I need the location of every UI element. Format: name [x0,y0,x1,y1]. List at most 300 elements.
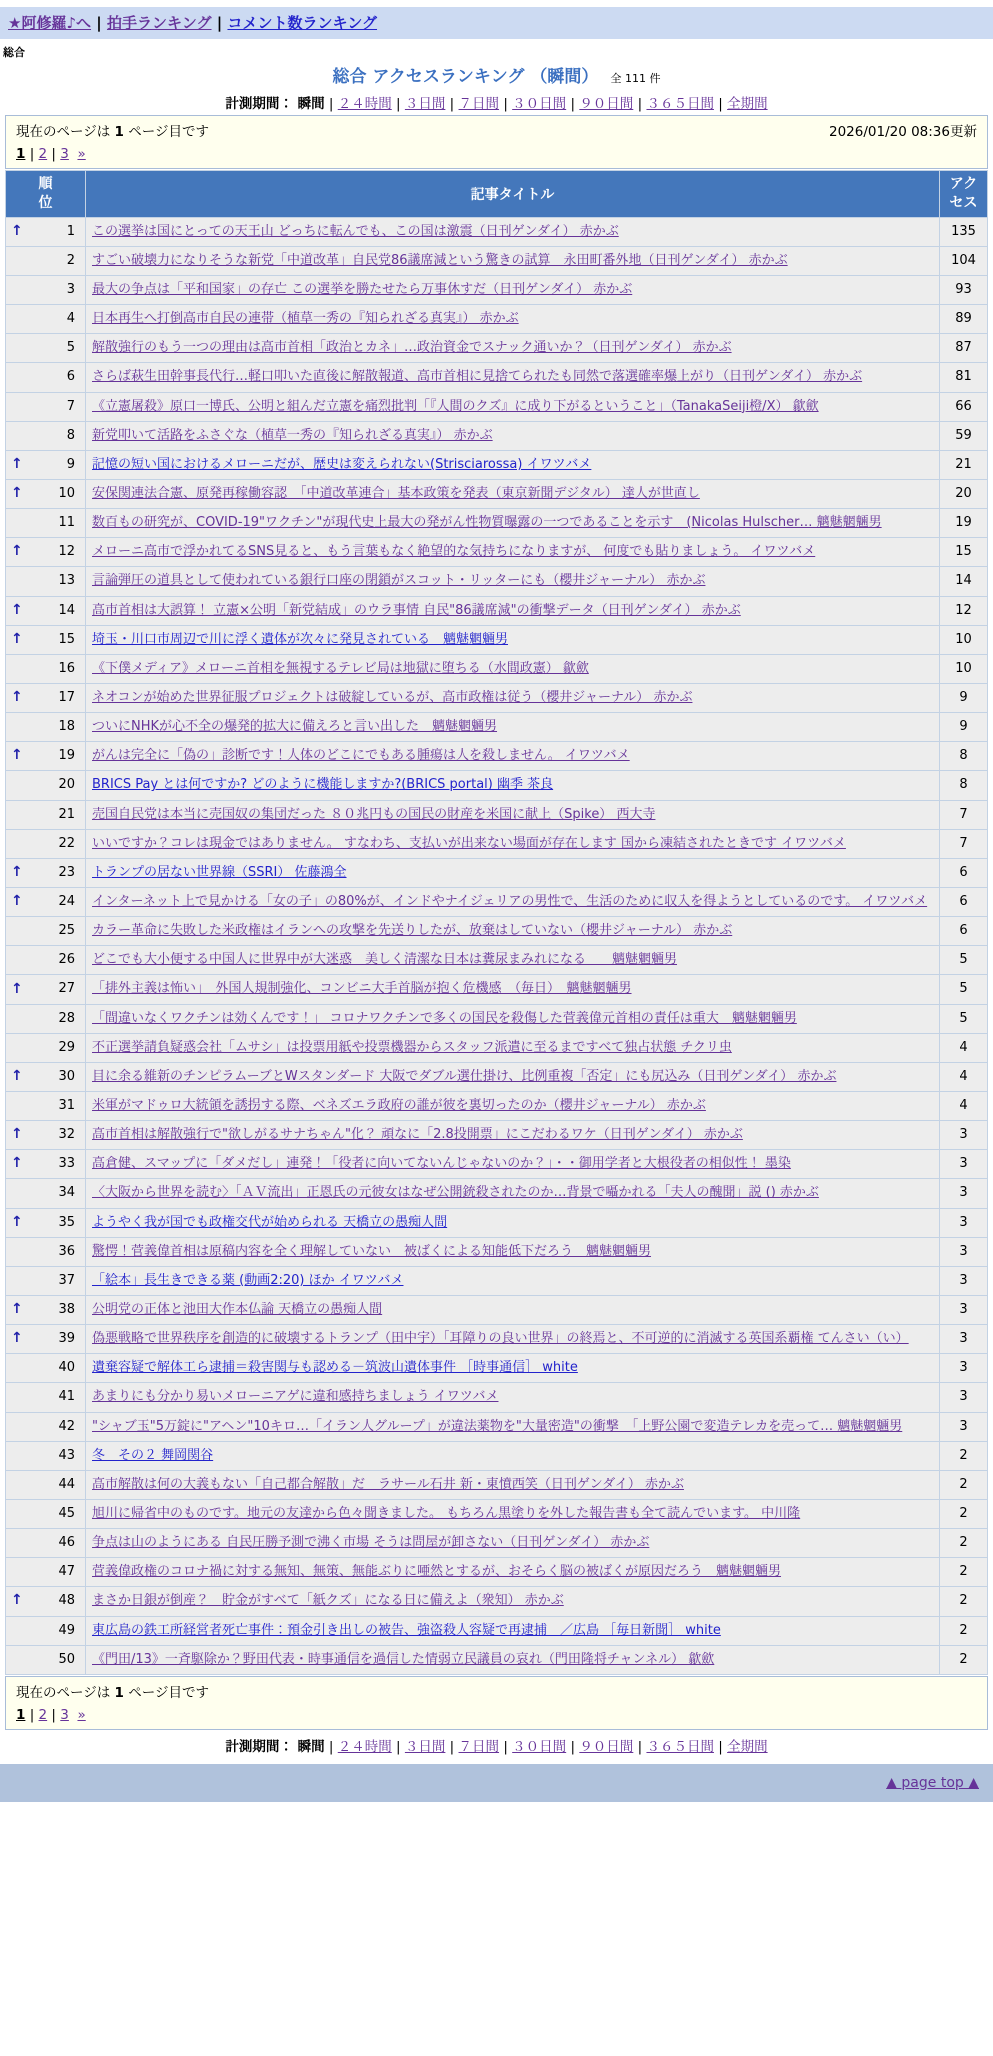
title-cell [86,450,940,479]
period-link[interactable]: ２４時間 [337,96,392,112]
table-row [6,1325,988,1354]
rank-cell [6,1354,86,1383]
table-row [6,1033,988,1062]
article-link[interactable]: "シャブ玉"5万錠に"アヘン"10キロ…「イラン人グループ」が違法薬物を"大量密造"の衝撃 「上野公園で変造テレカを売って… 魑魅魍魎男 [92,1418,903,1434]
rank-up-icon: ↑ [11,223,23,239]
article-link[interactable]: 最大の争点は「平和国家」の存亡 この選挙を勝たせたら万事休すだ（日刊ゲンダイ） 赤かぶ [92,282,633,298]
rank-up-icon: ↑ [11,864,23,881]
title-cell [86,217,940,246]
article-link[interactable]: インターネット上で見かける「女の子」の80%が、インドやナイジェリアの男性で、生活のために収入を得ようとしているのです。 イワツバメ [92,894,928,910]
access-count: 3 [940,1412,988,1441]
table-row [6,480,988,509]
article-link[interactable]: 「絵本」長生きできる薬 (動画2:20) ほか イワツバメ [92,1272,404,1288]
access-count: 3 [940,1237,988,1266]
rank-number: 39 [58,1331,75,1347]
separator: | [47,146,61,162]
article-link[interactable]: さらば萩生田幹事長代行…軽口叩いた直後に解散報道、高市首相に見捨てられたも同然で落選確率爆上がり（日刊ゲンダイ） 赤かぶ [92,369,863,385]
article-link[interactable]: 目に余る維新のチンピラムーブとWスタンダード 大阪でダブル選仕掛け、比例重複「否定」にも尻込み（日刊ゲンダイ） 赤かぶ [92,1068,837,1084]
rank-cell [6,1121,86,1150]
table-row [6,684,988,713]
article-link[interactable]: 〈大阪から世界を読む〉「ＡＶ流出」正恩氏の元彼女はなぜ公開銃殺されたのか…背景で囁かれる「夫人の醜聞」説 () 赤かぶ [92,1185,819,1201]
table-row [6,1295,988,1324]
rank-number: 28 [58,1010,75,1026]
article-link[interactable]: ネオコンが始めた世界征服プロジェクトは破綻しているが、高市政権は従う（櫻井ジャーナル） 赤かぶ [92,690,693,706]
rank-up-icon: ↑ [11,1155,23,1172]
rank-number: 10 [58,486,75,502]
rank-column-header: 順位 [6,171,86,218]
table-row [6,1062,988,1091]
period-link[interactable]: ３０日間 [512,96,567,112]
title-cell [86,1645,940,1674]
rank-number: 15 [58,631,75,647]
article-link[interactable]: 高市首相は大誤算！ 立憲×公明「新党結成」のウラ事情 自民"86議席減"の衝撃データ（日刊ゲンダイ） 赤かぶ [92,602,741,618]
rank-cell [6,538,86,567]
rank-number: 29 [58,1039,75,1055]
rank-number: 36 [58,1243,75,1259]
rank-number: 14 [58,602,75,618]
title-cell [86,1033,940,1062]
access-count: 104 [940,246,988,275]
updated-timestamp: 2026/01/20 08:36更新 [828,124,977,140]
pagination [16,146,977,162]
title-cell [86,1499,940,1528]
table-row [6,1383,988,1412]
article-link[interactable]: BRICS Pay とは何ですか? どのように機能しますか?(BRICS portal) 幽季 茶良 [92,777,554,793]
period-label: 計測期間： [225,1738,293,1755]
rank-number: 22 [58,835,75,851]
rank-cell [6,1529,86,1558]
page-title: 総合 アクセスランキング （瞬間） [332,67,599,87]
title-line [0,62,993,87]
table-row [6,538,988,567]
article-link[interactable]: 高市解散は何の大義もない「自己都合解散」だ ラサール石井 新・東憤西笑（日刊ゲンダイ） 赤かぶ [92,1476,684,1492]
page-top-link[interactable]: ▲ page top ▲ [886,1774,979,1791]
article-link[interactable]: すごい破壊力になりそうな新党「中道改革」自民党86議席減という驚きの試算 永田町番外地（日刊ゲンダイ） 赤かぶ [92,252,788,268]
separator: | [391,1738,405,1755]
rank-number: 49 [58,1622,75,1638]
pagination-link[interactable]: 3 [60,1706,69,1723]
title-cell [86,392,940,421]
access-count: 135 [940,217,988,246]
access-count: 10 [940,625,988,654]
rank-number: 1 [66,223,75,239]
access-count: 21 [940,450,988,479]
title-cell [86,800,940,829]
title-cell [86,771,940,800]
access-count: 10 [940,654,988,683]
title-cell [86,654,940,683]
current-page-number: 1 [114,124,124,140]
article-link[interactable]: 解散強行のもう一つの理由は高市首相「政治とカネ」…政治資金でスナック通いか？（日刊ゲンダイ） 赤かぶ [92,340,732,356]
article-link[interactable]: 争点は山のようにある 自民圧勝予測で沸く市場 そうは問屋が卸さない（日刊ゲンダイ） 赤かぶ [92,1535,650,1551]
separator: | [211,14,228,32]
rank-cell [6,684,86,713]
article-link[interactable]: 米軍がマドゥロ大統領を誘拐する際、ベネズエラ政府の誰が彼を裏切ったのか（櫻井ジャーナル） 赤かぶ [92,1098,706,1113]
table-row [6,1412,988,1441]
rank-number: 41 [58,1389,75,1405]
access-count: 89 [940,305,988,334]
period-link[interactable]: ９０日間 [579,96,634,112]
access-count: 14 [940,567,988,596]
access-count: 87 [940,334,988,363]
table-row [6,1616,988,1645]
period-label: 計測期間： [225,96,293,112]
separator: | [713,96,728,112]
pagination-link[interactable]: 3 [60,146,69,162]
rank-cell [6,450,86,479]
rank-number: 44 [58,1476,75,1492]
top-nav-link[interactable]: ★阿修羅♪へ [8,14,92,32]
rank-number: 50 [58,1651,75,1667]
separator: | [713,1738,728,1755]
table-row [6,888,988,917]
table-row [6,450,988,479]
rank-number: 4 [66,311,75,327]
rank-number: 11 [58,515,75,531]
article-link[interactable]: 不正選挙請負疑惑会社「ムサシ」は投票用紙や投票機器からスタッフ派遣に至るまですべて独占状態 チクリ虫 [92,1039,732,1055]
period-link[interactable]: ３６５日間 [646,1738,714,1755]
rank-up-icon: ↑ [11,630,23,647]
rank-number: 21 [58,806,75,822]
access-count: 8 [940,771,988,800]
top-nav-link[interactable]: 拍手ランキング [106,14,212,32]
period-link[interactable]: ９０日間 [579,1738,634,1755]
article-link[interactable]: 高市首相は解散強行で"欲しがるサナちゃん"化？ 頑なに「2.8投開票」にこだわるワケ（日刊ゲンダイ） 赤かぶ [92,1127,743,1143]
table-row [6,1529,988,1558]
current-page-suffix: ページ目です [128,124,209,140]
article-link[interactable]: メローニ高市で浮かれてるSNS見ると、もう言葉もなく絶望的な気持ちになりますが、 何度でも貼りましょう。 イワツバメ [92,544,816,560]
article-link[interactable]: 新党叩いて活路をふさぐな（植草一秀の『知られざる真実』） 赤かぶ [92,427,493,443]
rank-cell [6,713,86,742]
access-count: 9 [940,684,988,713]
access-count: 5 [940,946,988,975]
title-cell [86,742,940,771]
rank-number: 5 [66,340,75,356]
rank-cell [6,800,86,829]
pagination-link[interactable]: 2 [38,146,48,162]
table-row [6,1354,988,1383]
period-links-row [0,1735,993,1755]
rank-cell [6,1150,86,1179]
rank-number: 12 [58,544,75,560]
table-row [6,858,988,887]
current-page-number: 1 [114,1684,124,1701]
table-row [6,1558,988,1587]
separator: | [91,14,107,32]
rank-number: 32 [58,1127,75,1143]
access-count: 5 [940,1004,988,1033]
rank-number: 24 [58,894,75,910]
access-count: 2 [940,1529,988,1558]
article-link[interactable]: 「排外主義は怖い」 外国人規制強化、コンビニ大手首脳が抱く危機感 （毎日） 魑魅魍魎男 [92,981,632,997]
article-link[interactable]: 記憶の短い国におけるメローニだが、歴史は変えられない(Strisciarossa) イワツバメ [92,456,592,472]
rank-cell [6,1179,86,1208]
article-link[interactable]: 高倉健、スマップに「ダメだし」連発！「役者に向いてないんじゃないのか？」・・御用学者と大根役者の相似性！ 墨染 [92,1156,791,1172]
title-cell [86,1208,940,1237]
rank-cell [6,1325,86,1354]
title-cell [86,480,940,509]
access-count: 12 [940,596,988,625]
title-cell [86,1354,940,1383]
rank-number: 38 [58,1301,75,1317]
article-link[interactable]: 公明党の正体と池田大作本仏論 天橋立の愚痴人間 [92,1301,383,1317]
rank-number: 45 [58,1505,75,1521]
article-link[interactable]: 数百もの研究が、COVID-19"ワクチン"が現代史上最大の発がん性物質曝露の一つであることを示す (Nicolas Hulscher… 魑魅魍魎男 [92,515,882,531]
access-count: 81 [940,363,988,392]
page-info-box-bottom [5,1676,988,1730]
rank-up-icon: ↑ [11,893,23,910]
table-row [6,1645,988,1674]
rank-number: 2 [66,252,75,268]
pagination-current: 1 [16,146,26,162]
top-nav-link[interactable]: コメント数ランキング [227,14,378,32]
table-row [6,392,988,421]
table-row [6,276,988,305]
article-link[interactable]: 冬 その２ 舞岡関谷 [92,1447,214,1463]
title-cell [86,276,940,305]
table-row [6,246,988,275]
title-cell [86,305,940,334]
current-page-text [16,1681,209,1701]
article-link[interactable]: いいですか？コレは現金ではありません。 すなわち、支払いが出来ない場面が存在します 国から凍結されたときです イワツバメ [92,835,846,851]
table-row [6,1499,988,1528]
title-cell [86,509,940,538]
rank-cell [6,1295,86,1324]
article-link[interactable]: まさか日銀が倒産？ 貯金がすべて「紙クズ」になる日に備えよ（衆知） 赤かぶ [92,1593,564,1609]
article-link[interactable]: トランプの居ない世界線（SSRI） 佐藤鴻全 [92,864,347,880]
access-count: 6 [940,917,988,946]
table-row [6,800,988,829]
access-count: 7 [940,800,988,829]
article-link[interactable]: この選挙は国にとっての天王山 どっちに転んでも、この国は激震（日刊ゲンダイ） 赤かぶ [92,223,619,239]
access-count: 2 [940,1616,988,1645]
access-count: 6 [940,888,988,917]
period-link[interactable]: ３６５日間 [646,96,714,112]
rank-cell [6,1499,86,1528]
rank-cell [6,888,86,917]
rank-cell [6,1412,86,1441]
rank-number: 46 [58,1535,75,1551]
rank-up-icon: ↑ [11,1213,23,1230]
rank-cell [6,1645,86,1674]
article-link[interactable]: 驚愕！菅義偉首相は原稿内容を全く理解していない 被ばくによる知能低下だろう 魑魅魍魎男 [92,1243,652,1259]
rank-cell [6,480,86,509]
access-count: 3 [940,1295,988,1324]
table-row [6,596,988,625]
title-cell [86,363,940,392]
article-link[interactable]: どこでも大小便する中国人に世界中が大迷惑 美しく清潔な日本は糞尿まみれになる 魑魅魍魎男 [92,952,678,968]
article-link[interactable]: 《下僕メディア》メローニ首相を無視するテレビ局は地獄に堕ちる（水間政憲） 歙歛 [92,660,589,676]
rank-number: 33 [58,1156,75,1172]
rank-number: 18 [58,719,75,735]
period-link[interactable]: ３日間 [404,96,446,112]
table-row [6,1150,988,1179]
article-link[interactable]: 《門田/13》一斉駆除か？野田代表・時事通信を過信した情弱立民議員の哀れ（門田隆将チャンネル） 歙歛 [92,1651,715,1667]
rank-number: 37 [58,1272,75,1288]
table-row [6,509,988,538]
title-cell [86,1325,940,1354]
access-count: 3 [940,1179,988,1208]
period-link[interactable]: 全期間 [727,1738,768,1755]
article-link[interactable]: 「間違いなくワクチンは効くんです！」 コロナワクチンで多くの国民を殺傷した菅義偉元首相の責任は重大 魑魅魍魎男 [92,1010,797,1026]
table-row [6,742,988,771]
rank-number: 25 [58,923,75,939]
section-label: 総合 [3,46,25,59]
title-cell [86,1266,940,1295]
rank-cell [6,1062,86,1091]
article-link[interactable]: 東広島の鉄工所経営者死亡事件：預金引き出しの被告、強盗殺人容疑で再逮捕 ／広島 ［毎日新聞］ white [92,1622,721,1638]
current-page-suffix: ページ目です [128,1684,209,1701]
article-link[interactable]: 言論弾圧の道具として使われている銀行口座の閉鎖がスコット・リッターにも（櫻井ジャーナル） 赤かぶ [92,573,706,589]
access-count: 3 [940,1121,988,1150]
rank-number: 48 [58,1593,75,1609]
period-link[interactable]: ３０日間 [512,1738,567,1755]
table-row [6,1237,988,1266]
access-count: 3 [940,1208,988,1237]
period-link[interactable]: 全期間 [727,96,768,112]
rank-cell [6,1092,86,1121]
period-link[interactable]: ７日間 [458,96,500,112]
rank-cell [6,1033,86,1062]
access-count: 2 [940,1441,988,1470]
rank-cell [6,1558,86,1587]
article-link[interactable]: 偽悪戦略で世界秩序を創造的に破壊するトランプ（田中宇）「耳障りの良い世界」の終焉と、不可逆的に消滅する英国系覇権 てんさい（い） [92,1331,909,1347]
rank-up-icon: ↑ [11,543,23,560]
table-row [6,1470,988,1499]
table-row [6,421,988,450]
rank-cell [6,829,86,858]
article-link[interactable]: あまりにも分かり易いメローニアゲに違和感持ちましょう イワツバメ [92,1389,499,1405]
access-count: 4 [940,1033,988,1062]
table-row [6,829,988,858]
table-row [6,1121,988,1150]
rank-cell [6,771,86,800]
rank-cell [6,654,86,683]
pagination-next-link[interactable]: » [77,1706,86,1723]
separator: | [391,96,405,112]
title-cell [86,1616,940,1645]
title-cell [86,1092,940,1121]
period-links-row [0,92,993,112]
access-column-header: アクセス [940,171,988,218]
rank-cell [6,1208,86,1237]
rank-cell [6,1441,86,1470]
period-link[interactable]: ２４時間 [337,1738,392,1755]
title-cell [86,917,940,946]
title-cell [86,858,940,887]
separator: | [566,96,580,112]
table-row [6,917,988,946]
rank-cell [6,392,86,421]
rank-number: 40 [58,1360,75,1376]
rank-up-icon: ↑ [11,1301,23,1318]
rank-cell [6,305,86,334]
table-header-row [6,171,988,218]
table-row [6,625,988,654]
article-link[interactable]: カラー革命に失敗した米政権はイランへの攻撃を先送りしたが、放棄はしていない（櫻井ジャーナル） 赤かぶ [92,923,733,939]
title-cell [86,1121,940,1150]
rank-number: 3 [66,282,75,298]
rank-number: 42 [58,1418,75,1434]
table-row [6,1208,988,1237]
rank-cell [6,334,86,363]
article-link[interactable]: 売国自民党は本当に売国奴の集団だった ８０兆円もの国民の財産を米国に献上（Spike） 西大寺 [92,806,656,822]
article-link[interactable]: ようやく我が国でも政権交代が始められる 天橋立の愚痴人間 [92,1214,448,1230]
separator: | [566,1738,580,1755]
current-page-text [16,120,209,140]
table-row [6,975,988,1004]
pagination-next-link[interactable]: » [77,146,86,162]
rank-cell [6,363,86,392]
table-row [6,1266,988,1295]
period-link[interactable]: ７日間 [458,1738,500,1755]
rank-number: 16 [58,660,75,676]
rank-number: 7 [66,398,75,414]
period-current: 瞬間 [292,96,325,112]
access-count: 20 [940,480,988,509]
pagination-link[interactable]: 2 [38,1706,48,1723]
rank-number: 43 [58,1447,75,1463]
table-row [6,334,988,363]
access-count: 93 [940,276,988,305]
article-link[interactable]: 旭川に帰省中のものです。地元の友達から色々聞きました。 もちろん黒塗りを外した報告書も全て読んでいます。 中川隆 [92,1505,801,1521]
table-row [6,771,988,800]
article-link[interactable]: ついにNHKが心不全の爆発的拡大に備えろと言い出した 魑魅魍魎男 [92,719,498,735]
current-page-prefix: 現在のページは [16,124,111,140]
article-link[interactable]: 埼玉・川口市周辺で川に浮く遺体が次々に発見されている 魑魅魍魎男 [92,631,509,647]
title-cell [86,1062,940,1091]
title-cell [86,946,940,975]
rank-up-icon: ↑ [11,980,23,997]
article-link[interactable]: 《立憲屠殺》原口一博氏、公明と組んだ立憲を痛烈批判「『人間のクズ』に成り下がるということ」（TanakaSeiji橙/X） 歙歛 [92,398,819,414]
table-row [6,1179,988,1208]
rank-up-icon: ↑ [11,456,23,473]
access-count: 15 [940,538,988,567]
access-count: 3 [940,1354,988,1383]
table-row [6,1587,988,1616]
rank-up-icon: ↑ [11,747,23,764]
title-cell [86,975,940,1004]
title-cell [86,1441,940,1470]
rank-up-icon: ↑ [11,689,23,706]
separator: | [25,146,39,162]
title-cell [86,246,940,275]
article-link[interactable]: 日本再生へ打倒高市自民の連帯（植草一秀の『知られざる真実』） 赤かぶ [92,311,519,327]
access-count: 6 [940,858,988,887]
rank-cell [6,1616,86,1645]
table-row [6,363,988,392]
rank-cell [6,917,86,946]
article-link[interactable]: 菅義偉政権のコロナ禍に対する無知、無策、無能ぶりに唖然とするが、おそらく脳の被ばくが原因だろう 魑魅魍魎男 [92,1564,782,1580]
period-link[interactable]: ３日間 [404,1738,446,1755]
access-count: 2 [940,1645,988,1674]
article-link[interactable]: 安保関連法合憲、原発再稼働容認 「中道改革連合」基本政策を発表（東京新聞デジタル） 達人が世直し [92,486,700,502]
rank-up-icon: ↑ [11,1068,23,1085]
rank-number: 47 [58,1564,75,1580]
rank-cell [6,217,86,246]
rank-up-icon: ↑ [11,601,23,618]
footer-bar [0,1764,993,1802]
title-column-header: 記事タイトル [86,171,940,218]
article-link[interactable]: 遺棄容疑で解体工ら逮捕＝殺害関与も認める－筑波山遺体事件 ［時事通信］ white [92,1360,578,1376]
article-link[interactable]: がんは完全に「偽の」診断です！人体のどこにでもある腫瘍は人を殺しません。 イワツバメ [92,748,630,764]
rank-cell [6,246,86,275]
access-count: 4 [940,1092,988,1121]
rank-number: 35 [58,1214,75,1230]
rank-up-icon: ↑ [11,1126,23,1143]
rank-up-icon: ↑ [11,1592,23,1609]
rank-cell [6,1470,86,1499]
